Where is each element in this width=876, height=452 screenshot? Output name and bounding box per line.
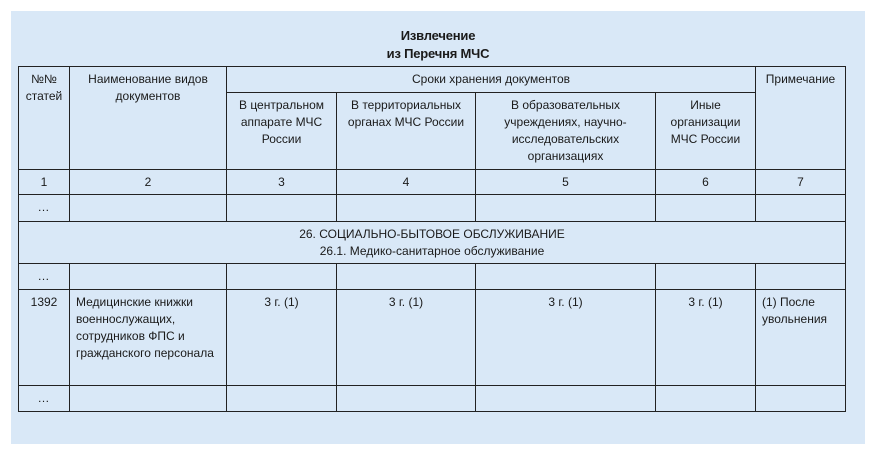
empty-cell — [476, 386, 656, 412]
header-central-office: В центральном аппарате МЧС России — [227, 93, 337, 170]
period-educational: 3 г. (1) — [476, 290, 656, 386]
empty-cell — [227, 386, 337, 412]
header-territorial-bodies: В территориальных органах МЧС России — [337, 93, 476, 170]
empty-cell — [656, 195, 756, 222]
empty-cell — [337, 386, 476, 412]
empty-cell — [227, 264, 337, 290]
empty-cell — [476, 195, 656, 222]
header-document-type: Наименование видов документов — [70, 67, 227, 170]
period-other: 3 г. (1) — [656, 290, 756, 386]
empty-cell — [656, 264, 756, 290]
section-heading — [19, 222, 846, 264]
empty-cell — [656, 386, 756, 412]
row-note: (1) После увольнения — [756, 290, 846, 386]
period-central: 3 г. (1) — [227, 290, 337, 386]
column-number: 4 — [337, 170, 476, 195]
ellipsis-cell: … — [19, 264, 70, 290]
section-subtitle: 26.1. Медико-санитарное обслуживание — [319, 244, 545, 258]
empty-cell — [227, 195, 337, 222]
title-line-1: Извлечение — [400, 28, 476, 43]
table-row — [19, 290, 846, 386]
header-article-number: №№ статей — [19, 67, 70, 170]
empty-cell — [337, 195, 476, 222]
column-number: 5 — [476, 170, 656, 195]
period-territorial: 3 г. (1) — [337, 290, 476, 386]
header-educational-institutions: В образовательных учреждениях, научно-исследовательских организациях — [476, 93, 656, 170]
empty-cell — [70, 195, 227, 222]
empty-cell — [756, 195, 846, 222]
column-number: 2 — [70, 170, 227, 195]
document-title — [11, 27, 865, 63]
empty-cell — [756, 264, 846, 290]
column-number-row — [19, 170, 846, 195]
ellipsis-row — [19, 386, 846, 412]
retention-table — [18, 66, 846, 412]
empty-cell — [476, 264, 656, 290]
column-number: 1 — [19, 170, 70, 195]
document-name: Медицинские книжки военнослужащих, сотрудников ФПС и гражданского персонала — [70, 290, 227, 386]
section-row — [19, 222, 846, 264]
header-storage-periods: Сроки хранения документов — [227, 67, 756, 93]
header-other-organizations: Иные организации МЧС России — [656, 93, 756, 170]
title-line-2: из Перечня МЧС — [386, 46, 490, 61]
header-note: Примечание — [756, 67, 846, 170]
empty-cell — [756, 386, 846, 412]
column-number: 7 — [756, 170, 846, 195]
column-number: 3 — [227, 170, 337, 195]
ellipsis-cell: … — [19, 195, 70, 222]
ellipsis-cell: … — [19, 386, 70, 412]
empty-cell — [70, 386, 227, 412]
empty-cell — [337, 264, 476, 290]
empty-cell — [70, 264, 227, 290]
header-row-1 — [19, 67, 846, 93]
section-title: 26. СОЦИАЛЬНО-БЫТОВОЕ ОБСЛУЖИВАНИЕ — [299, 227, 565, 241]
column-number: 6 — [656, 170, 756, 195]
ellipsis-row — [19, 195, 846, 222]
ellipsis-row — [19, 264, 846, 290]
article-number: 1392 — [19, 290, 70, 386]
